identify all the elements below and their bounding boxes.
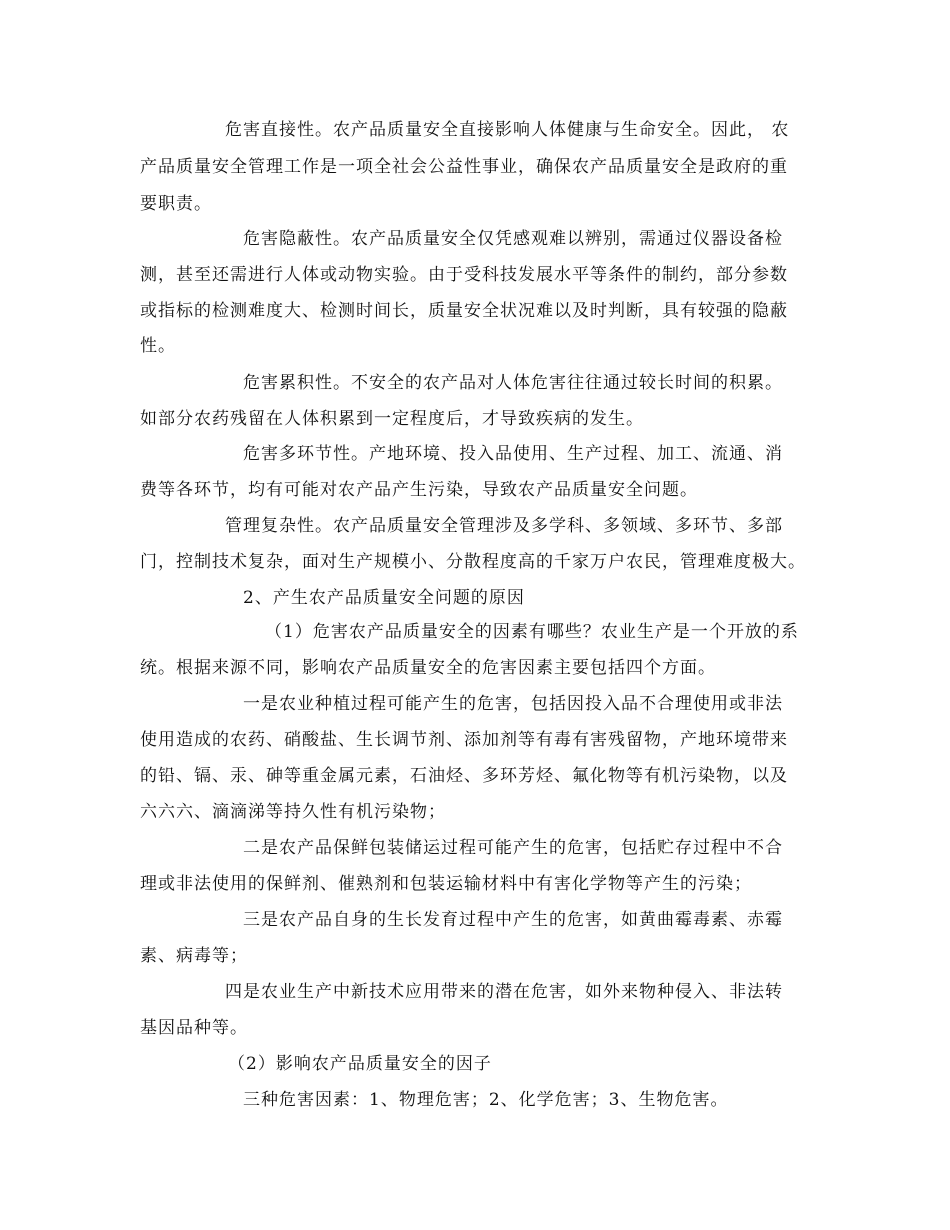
paragraph-line: 使用造成的农药、硝酸盐、生长调节剂、添加剂等有毒有害残留物，产地环境带来 [140,730,788,750]
paragraph-line: 门，控制技术复杂，面对生产规模小、分散程度高的千家万户农民，管理难度极大。 [140,552,806,572]
paragraph-line: 性。 [140,336,176,356]
paragraph-line: （1）危害农产品质量安全的因素有哪些？农业生产是一个开放的系 [265,622,799,642]
paragraph-line: 如部分农药残留在人体积累到一定程度后，才导致疾病的发生。 [140,409,644,429]
paragraph-line: 一是农业种植过程可能产生的危害，包括因投入品不合理使用或非法 [243,694,783,714]
subsection-heading: （2）影响农产品质量安全的因子 [228,1054,492,1074]
paragraph-line: 产品质量安全管理工作是一项全社会公益性事业，确保农产品质量安全是政府的重 [140,157,788,177]
paragraph-line: 三是农产品自身的生长发育过程中产生的危害，如黄曲霉毒素、赤霉 [243,910,783,930]
paragraph-line: 理或非法使用的保鲜剂、催熟剂和包装运输材料中有害化学物等产生的污染； [140,874,752,894]
paragraph-line: 危害隐蔽性。农产品质量安全仅凭感观难以辨别，需通过仪器设备检 [243,229,783,249]
paragraph-line: 的铅、镉、汞、砷等重金属元素，石油烃、多环芳烃、氟化物等有机污染物，以及 [140,766,788,786]
paragraph-line: 危害直接性。农产品质量安全直接影响人体健康与生命安全。因此， 农 [225,120,790,140]
paragraph-line: 二是农产品保鲜包装储运过程可能产生的危害，包括贮存过程中不合 [243,838,783,858]
paragraph-line: 测，甚至还需进行人体或动物实验。由于受科技发展水平等条件的制约，部分参数 [140,265,788,285]
paragraph-line: 危害多环节性。产地环境、投入品使用、生产过程、加工、流通、消 [243,444,783,464]
paragraph-line: 统。根据来源不同，影响农产品质量安全的危害因素主要包括四个方面。 [140,658,716,678]
paragraph-line: 费等各环节，均有可能对农产品产生污染，导致农产品质量安全问题。 [140,480,698,500]
paragraph-line: 四是农业生产中新技术应用带来的潜在危害，如外来物种侵入、非法转 [225,982,783,1002]
paragraph-line: 或指标的检测难度大、检测时间长，质量安全状况难以及时判断，具有较强的隐蔽 [140,301,788,321]
paragraph-line: 三种危害因素：1、物理危害；2、化学危害；3、生物危害。 [243,1090,729,1110]
paragraph-line: 基因品种等。 [140,1018,248,1038]
paragraph-line: 六六六、滴滴涕等持久性有机污染物； [140,802,446,822]
section-heading: 2、产生农产品质量安全问题的原因 [243,588,525,608]
paragraph-line: 管理复杂性。农产品质量安全管理涉及多学科、多领域、多环节、多部 [225,516,783,536]
paragraph-line: 素、病毒等； [140,946,248,966]
paragraph-line: 要职责。 [140,194,212,214]
paragraph-line: 危害累积性。不安全的农产品对人体危害往往通过较长时间的积累。 [243,373,783,393]
